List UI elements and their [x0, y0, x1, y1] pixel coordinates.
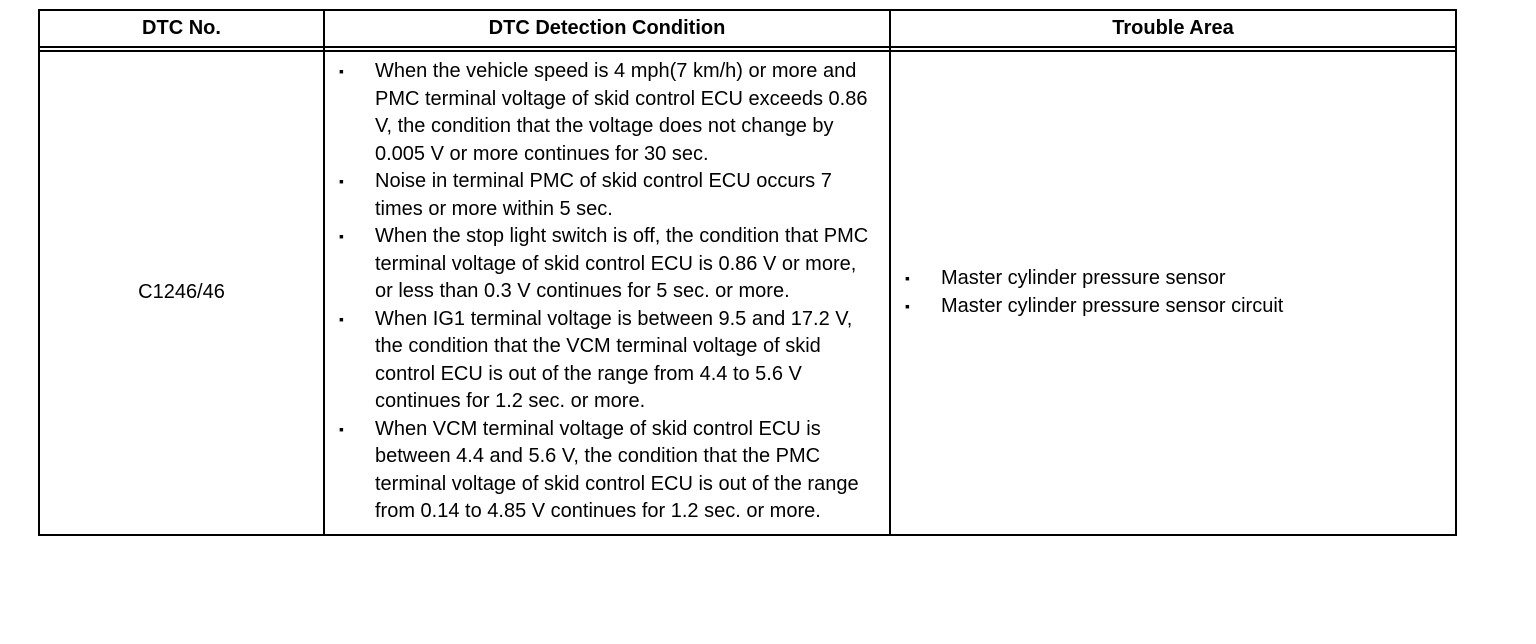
trouble-area-list: [901, 265, 1445, 320]
header-row: [40, 11, 1455, 48]
bullet-icon: ▪: [339, 420, 344, 437]
bullet-icon: ▪: [339, 173, 344, 189]
header-detection-condition: DTC Detection Condition: [325, 11, 891, 48]
condition-item: [335, 168, 879, 223]
condition-text: Noise in terminal PMC of skid control ECU occurs 7 times or more within 5 sec.: [375, 170, 832, 220]
trouble-area-cell: [891, 52, 1455, 534]
trouble-area-text: Master cylinder pressure sensor: [941, 267, 1226, 290]
detection-conditions-list: [335, 58, 879, 526]
condition-text: When IG1 terminal voltage is between 9.5 and 17.2 V, the condition that the VCM terminal voltage of skid control ECU is out of the range from 4.4 to 5.6 V continues for 1.2 sec. or more.: [375, 307, 853, 412]
trouble-area-item: [901, 265, 1445, 293]
dtc-table: [38, 9, 1457, 536]
detection-conditions-cell: [325, 52, 891, 534]
condition-text: When the stop light switch is off, the condition that PMC terminal voltage of skid control ECU is 0.86 V or more, or less than 0.3 V continues for 5 sec. or more.: [375, 225, 869, 302]
bullet-icon: ▪: [905, 270, 910, 287]
dtc-code: C1246/46: [40, 52, 325, 534]
trouble-area-text: Master cylinder pressure sensor circuit: [941, 294, 1284, 317]
bullet-icon: ▪: [339, 228, 344, 244]
header-dtc-no: DTC No.: [40, 11, 325, 48]
bullet-icon: ▪: [339, 310, 344, 327]
condition-item: [335, 416, 879, 526]
table-row: [40, 52, 1455, 534]
condition-text: When the vehicle speed is 4 mph(7 km/h) or more and PMC terminal voltage of skid control ECU exceeds 0.86 V, the condition that the voltage does not change by 0.005 V or more continues for 30 sec.: [375, 60, 868, 165]
condition-item: [335, 306, 879, 416]
bullet-icon: ▪: [905, 297, 910, 314]
bullet-icon: ▪: [339, 63, 344, 79]
condition-item: [335, 223, 879, 306]
condition-text: When VCM terminal voltage of skid control ECU is between 4.4 and 5.6 V, the condition that the PMC terminal voltage of skid control ECU is out of the range from 0.14 to 4.85 V continues for 1.2 sec. or more.: [375, 417, 859, 522]
header-trouble-area: Trouble Area: [891, 11, 1455, 48]
trouble-area-item: [901, 293, 1445, 321]
condition-item: [335, 58, 879, 168]
